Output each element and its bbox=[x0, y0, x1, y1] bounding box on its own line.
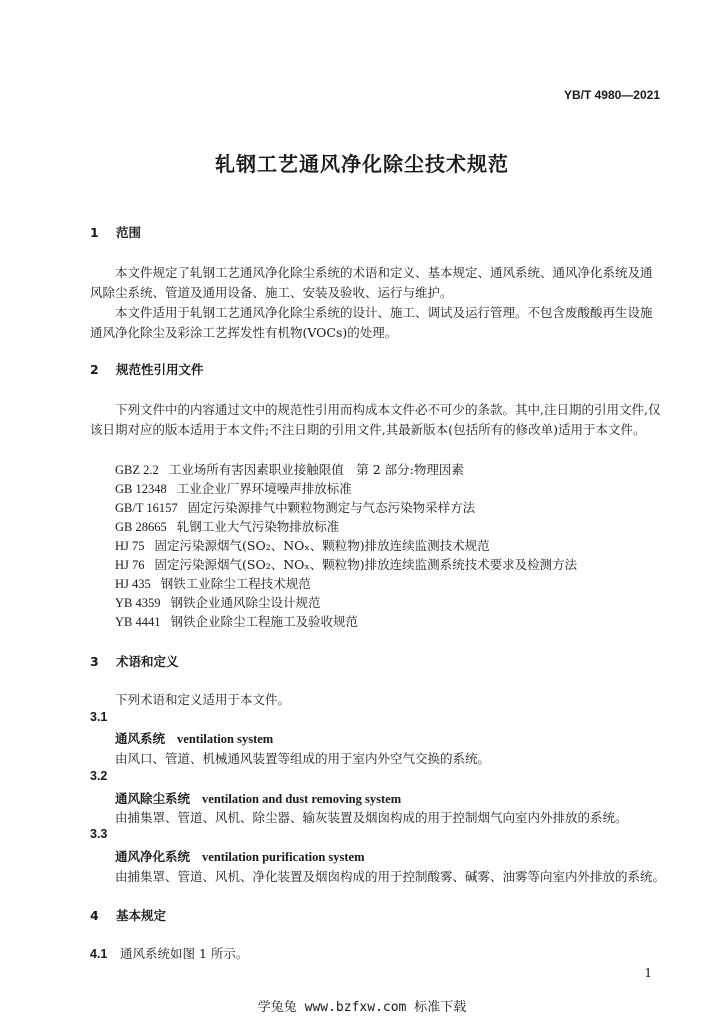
reference-item bbox=[115, 479, 352, 497]
term-definition: 由捕集罩、管道、风机、净化装置及烟囱构成的用于控制酸雾、碱雾、油雾等向室内外排放的系统。 bbox=[115, 869, 666, 884]
clause-number: 4.1 bbox=[90, 947, 108, 961]
section-title: 范围 bbox=[116, 225, 142, 240]
reference-item bbox=[115, 517, 339, 535]
term-definition: 由风口、管道、机械通风装置等组成的用于室内外空气交换的系统。 bbox=[115, 751, 491, 766]
references-intro: 下列文件中的内容通过文中的规范性引用而构成本文件必不可少的条款。其中,注日期的引用文件,仅该日期对应的版本适用于本文件;不注日期的引用文件,其最新版本(包括所有的修改单)适用于本文件。 bbox=[90, 402, 661, 437]
reference-code: GB/T 16157 bbox=[115, 501, 178, 515]
term-heading bbox=[115, 847, 365, 865]
reference-item bbox=[115, 498, 475, 516]
section-1-heading bbox=[90, 223, 141, 241]
term-heading bbox=[115, 789, 401, 807]
term-chinese: 通风系统 bbox=[115, 731, 166, 746]
terms-intro: 下列术语和定义适用于本文件。 bbox=[115, 692, 291, 707]
section-2-heading bbox=[90, 360, 204, 378]
reference-title: 轧钢工业大气污染物排放标准 bbox=[176, 519, 340, 534]
reference-code: GB 28665 bbox=[115, 520, 167, 534]
term-english: ventilation and dust removing system bbox=[202, 792, 402, 806]
reference-item bbox=[115, 574, 311, 592]
reference-code: GB 12348 bbox=[115, 482, 167, 496]
reference-code: HJ 76 bbox=[115, 558, 145, 572]
reference-item bbox=[115, 536, 490, 554]
term-english: ventilation purification system bbox=[202, 850, 365, 864]
term-english: ventilation system bbox=[177, 732, 274, 746]
term-chinese: 通风除尘系统 bbox=[115, 791, 191, 806]
reference-title: 钢铁企业通风除尘设计规范 bbox=[170, 595, 321, 610]
term-number: 3.3 bbox=[90, 827, 108, 841]
reference-code: YB 4359 bbox=[115, 596, 161, 610]
reference-item bbox=[115, 460, 464, 478]
section-4-heading bbox=[90, 906, 166, 924]
clause-text: 通风系统如图 1 所示。 bbox=[120, 946, 249, 961]
reference-title: 固定污染源烟气(SO₂、NOₓ、颗粒物)排放连续监测技术规范 bbox=[154, 538, 490, 553]
scope-paragraph-1: 本文件规定了轧钢工艺通风净化除尘系统的术语和定义、基本规定、通风系统、通风净化系统及通风除尘系统、管道及通用设备、施工、安装及验收、运行与维护。 bbox=[90, 265, 653, 300]
scope-paragraph-2: 本文件适用于轧钢工艺通风净化除尘系统的设计、施工、调试及运行管理。不包含废酸酸再生设施通风净化除尘及彩涂工艺挥发性有机物(VOCs)的处理。 bbox=[90, 305, 653, 340]
section-number: 2 bbox=[90, 362, 99, 377]
reference-code: YB 4441 bbox=[115, 615, 161, 629]
reference-code: HJ 75 bbox=[115, 539, 145, 553]
reference-item bbox=[115, 593, 321, 611]
reference-item bbox=[115, 612, 358, 630]
section-number: 1 bbox=[90, 225, 99, 240]
reference-title: 固定污染源排气中颗粒物测定与气态污染物采样方法 bbox=[187, 500, 476, 515]
page-number: 1 bbox=[644, 966, 652, 980]
section-number: 3 bbox=[90, 654, 99, 669]
reference-title: 钢铁企业除尘工程施工及验收规范 bbox=[170, 614, 359, 629]
clause-4-1 bbox=[90, 944, 248, 962]
term-definition: 由捕集罩、管道、风机、除尘器、输灰装置及烟囱构成的用于控制烟气向室内外排放的系统。 bbox=[115, 810, 628, 825]
reference-title: 钢铁工业除尘工程技术规范 bbox=[160, 576, 311, 591]
section-number: 4 bbox=[90, 908, 99, 923]
section-3-heading bbox=[90, 652, 179, 670]
reference-code: HJ 435 bbox=[115, 577, 151, 591]
reference-title: 工业企业厂界环境噪声排放标准 bbox=[176, 481, 352, 496]
document-title: 轧钢工艺通风净化除尘技术规范 bbox=[215, 152, 509, 176]
reference-code: GBZ 2.2 bbox=[115, 463, 159, 477]
section-title: 规范性引用文件 bbox=[116, 362, 204, 377]
term-chinese: 通风净化系统 bbox=[115, 849, 191, 864]
term-heading bbox=[115, 729, 273, 747]
site-watermark-footer: 学兔兔 www.bzfxw.com 标准下载 bbox=[257, 1000, 467, 1015]
term-number: 3.2 bbox=[90, 769, 108, 783]
reference-title: 工业场所有害因素职业接触限值 第 2 部分:物理因素 bbox=[168, 462, 464, 477]
section-title: 术语和定义 bbox=[116, 654, 179, 669]
term-number: 3.1 bbox=[90, 710, 108, 724]
reference-title: 固定污染源烟气(SO₂、NOₓ、颗粒物)排放连续监测系统技术要求及检测方法 bbox=[154, 557, 578, 572]
standard-number: YB/T 4980—2021 bbox=[563, 88, 660, 102]
reference-item bbox=[115, 555, 577, 573]
section-title: 基本规定 bbox=[116, 908, 167, 923]
